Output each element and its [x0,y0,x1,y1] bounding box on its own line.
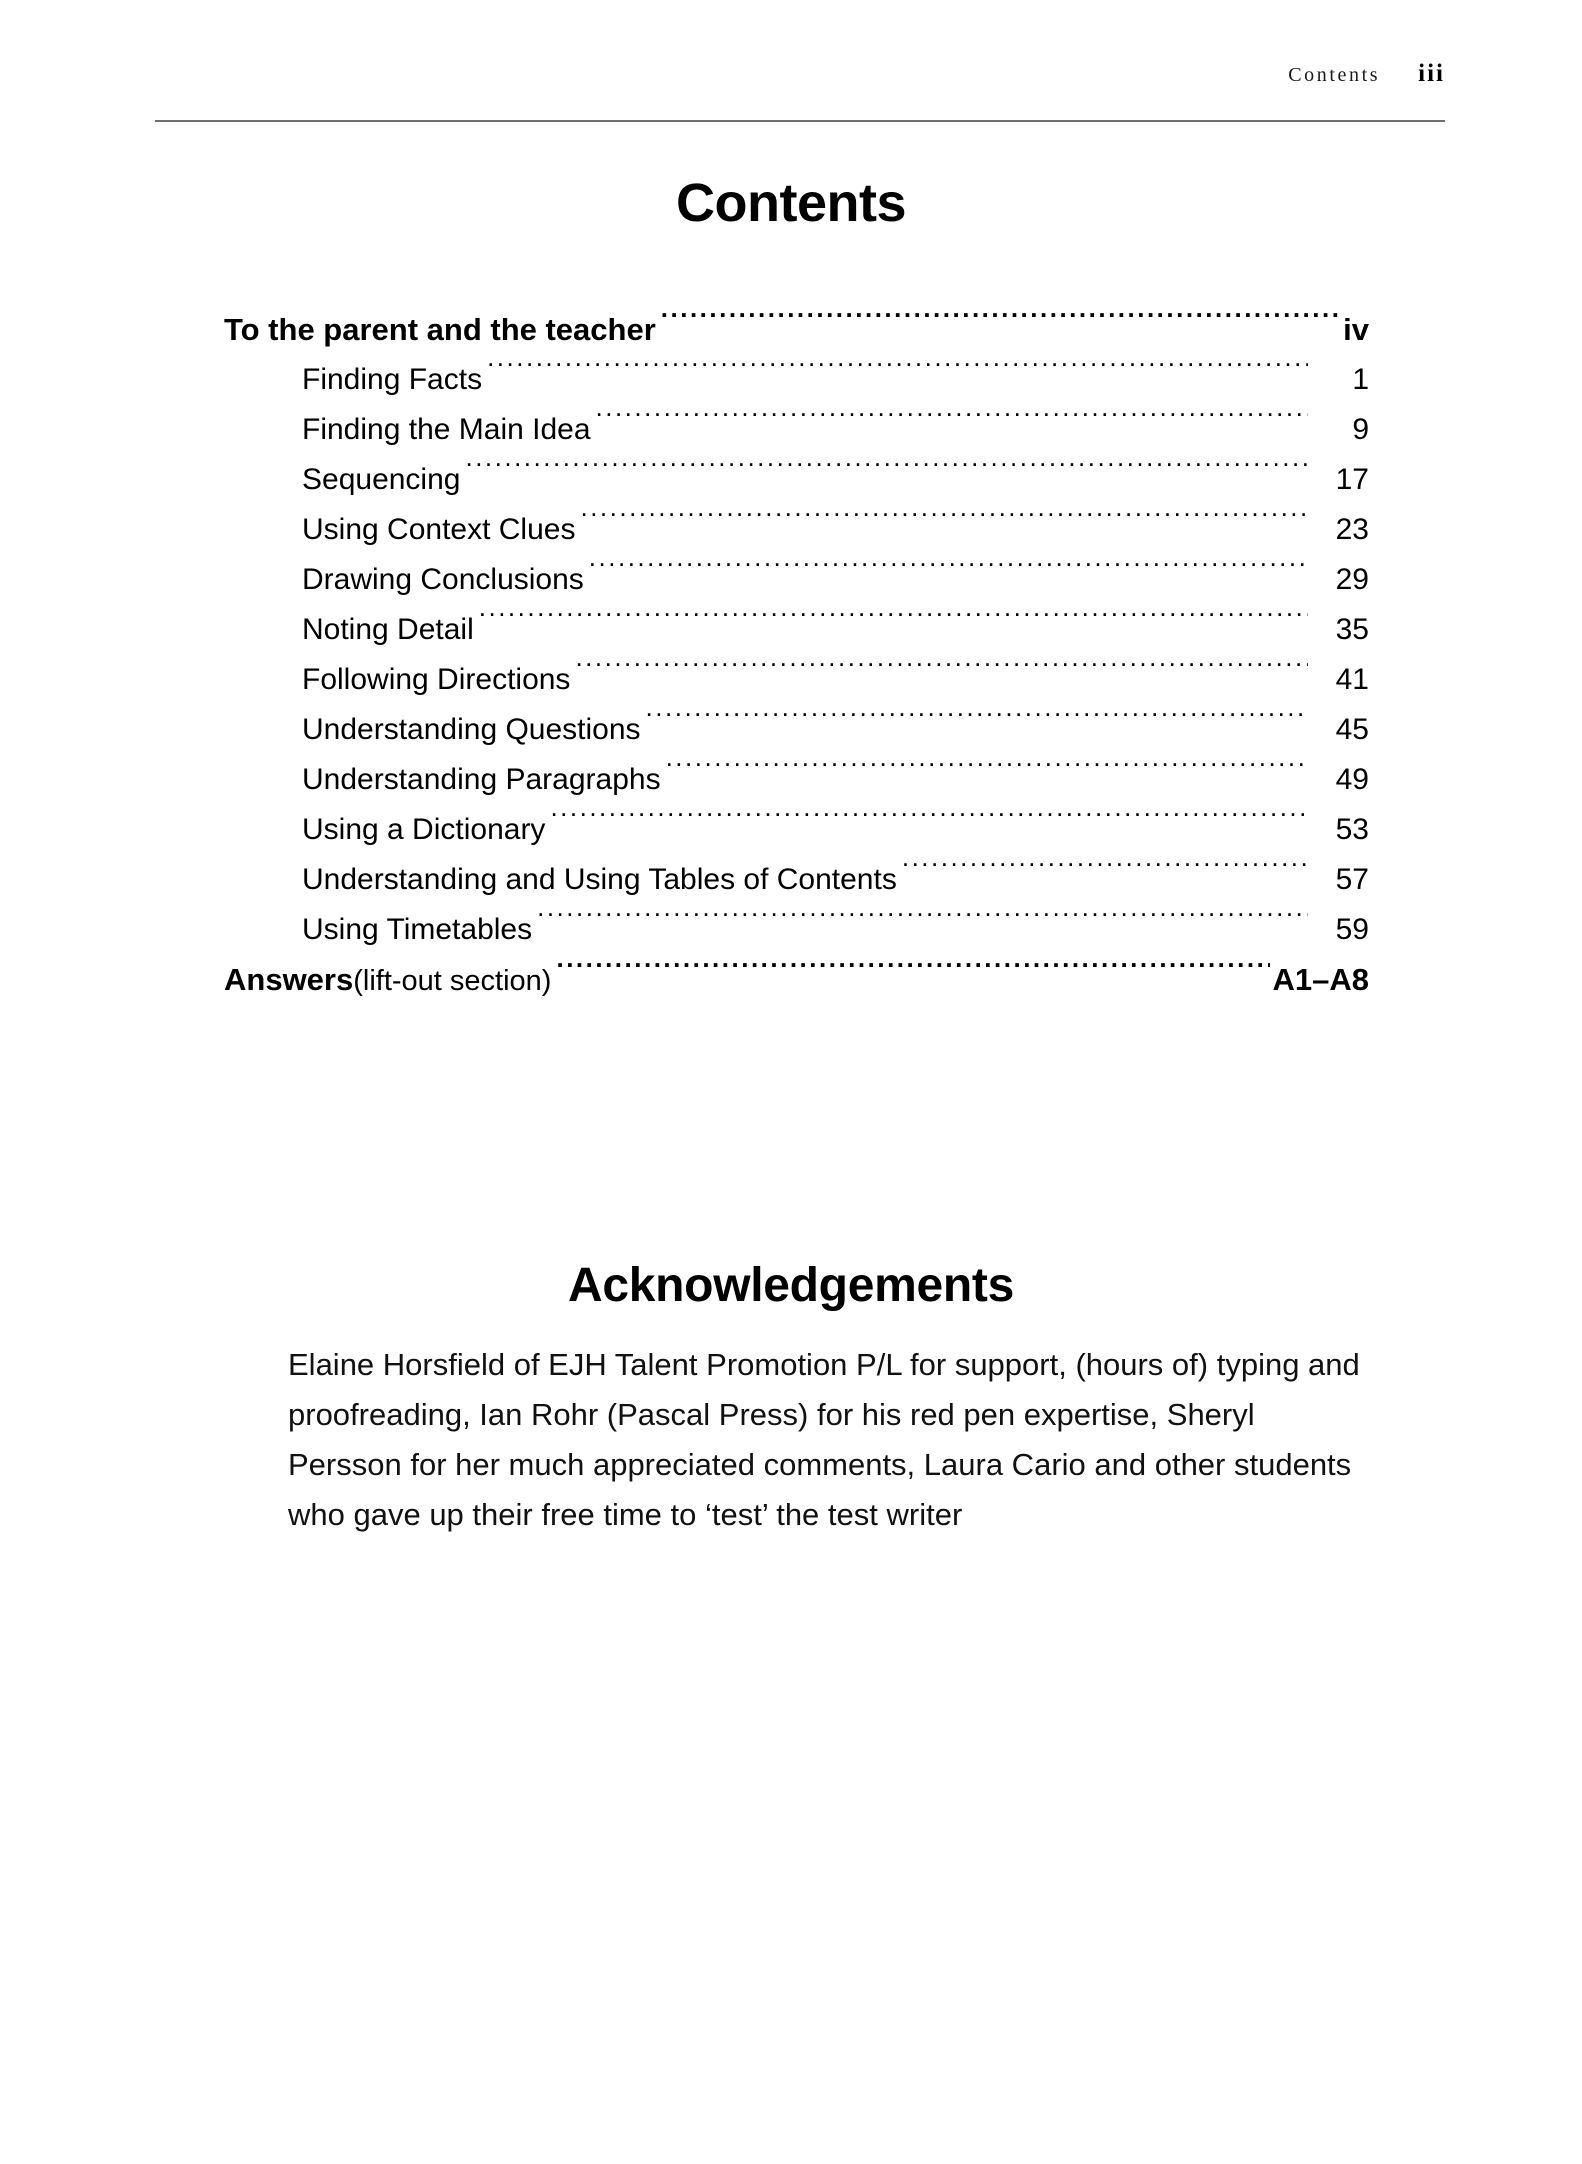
toc-entry-label: Understanding and Using Tables of Contents [302,863,897,896]
toc-leader-dots [596,409,1308,439]
table-of-contents [224,305,1369,1006]
toc-leader-dots [646,709,1308,739]
toc-entry-page: iv [1343,312,1369,347]
toc-entry-page: 17 [1335,463,1369,496]
toc-entry[interactable] [224,305,1369,355]
toc-entry-page: 41 [1335,663,1369,696]
toc-entry-page: 9 [1352,413,1369,446]
running-header-page-number: iii [1418,60,1445,87]
page-title: Contents [676,173,906,233]
acknowledgements-body: Elaine Horsfield of EJH Talent Promotion P/L for support, (hours of) typing and proofreading, Ian Rohr (Pascal Press) for his red pen expertise, Sheryl Persson for her much appreciated comments, Laura Cario and other students who gave up their free time to ‘test’ the test writer [288,1347,1360,1532]
toc-leader-dots [487,359,1308,389]
toc-entry-label: Finding the Main Idea [302,413,591,446]
toc-entry[interactable] [302,905,1369,955]
toc-entry-label: Drawing Conclusions [302,563,584,596]
toc-entry-page: 23 [1335,513,1369,546]
toc-entry[interactable] [302,455,1369,505]
toc-entry-label: Understanding Questions [302,713,641,746]
toc-entry[interactable] [302,705,1369,755]
header-divider [155,120,1445,122]
running-header [155,60,1445,88]
toc-entry-label: Following Directions [302,663,571,696]
toc-entry-label: Understanding Paragraphs [302,763,661,796]
toc-entry-label: Sequencing [302,463,461,496]
toc-entry-label: Finding Facts [302,363,483,396]
toc-leader-dots [479,609,1308,639]
toc-leader-dots [661,310,1340,340]
toc-entry-page: 57 [1335,863,1369,896]
toc-entry-page: A1–A8 [1272,962,1369,997]
toc-leader-dots [580,509,1308,539]
toc-entry[interactable] [302,405,1369,455]
toc-leader-dots [666,759,1308,789]
toc-entry-page: 35 [1335,613,1369,646]
toc-entry-label: Noting Detail [302,613,474,646]
acknowledgements-title: Acknowledgements [568,1259,1014,1312]
toc-entry[interactable] [224,955,1369,1006]
toc-entry-label: To the parent and the teacher [224,312,656,347]
toc-leader-dots [556,960,1269,990]
toc-leader-dots [589,559,1308,589]
toc-entry[interactable] [302,655,1369,705]
toc-entry-label: Using Context Clues [302,513,576,546]
toc-entry-label: Answers [224,962,354,997]
toc-entry[interactable] [302,855,1369,905]
toc-entry-page: 53 [1335,813,1369,846]
toc-leader-dots [550,809,1308,839]
toc-entry-label: Using Timetables [302,913,533,946]
toc-entry-page: 45 [1335,713,1369,746]
running-header-label: Contents [1288,64,1381,86]
toc-entry[interactable] [302,805,1369,855]
toc-entry[interactable] [302,355,1369,405]
toc-leader-dots [902,859,1308,889]
toc-entry-label: Using a Dictionary [302,813,546,846]
toc-entry[interactable] [302,555,1369,605]
toc-entry-page: 29 [1335,563,1369,596]
toc-entry-sublabel: (lift-out section) [353,965,552,997]
toc-entry-page: 49 [1335,763,1369,796]
toc-leader-dots [575,659,1308,689]
toc-entry-page: 59 [1335,913,1369,946]
toc-entry[interactable] [302,505,1369,555]
toc-leader-dots [465,459,1308,489]
toc-entry[interactable] [302,605,1369,655]
toc-entry[interactable] [302,755,1369,805]
toc-leader-dots [537,909,1308,939]
toc-entry-page: 1 [1352,363,1369,396]
